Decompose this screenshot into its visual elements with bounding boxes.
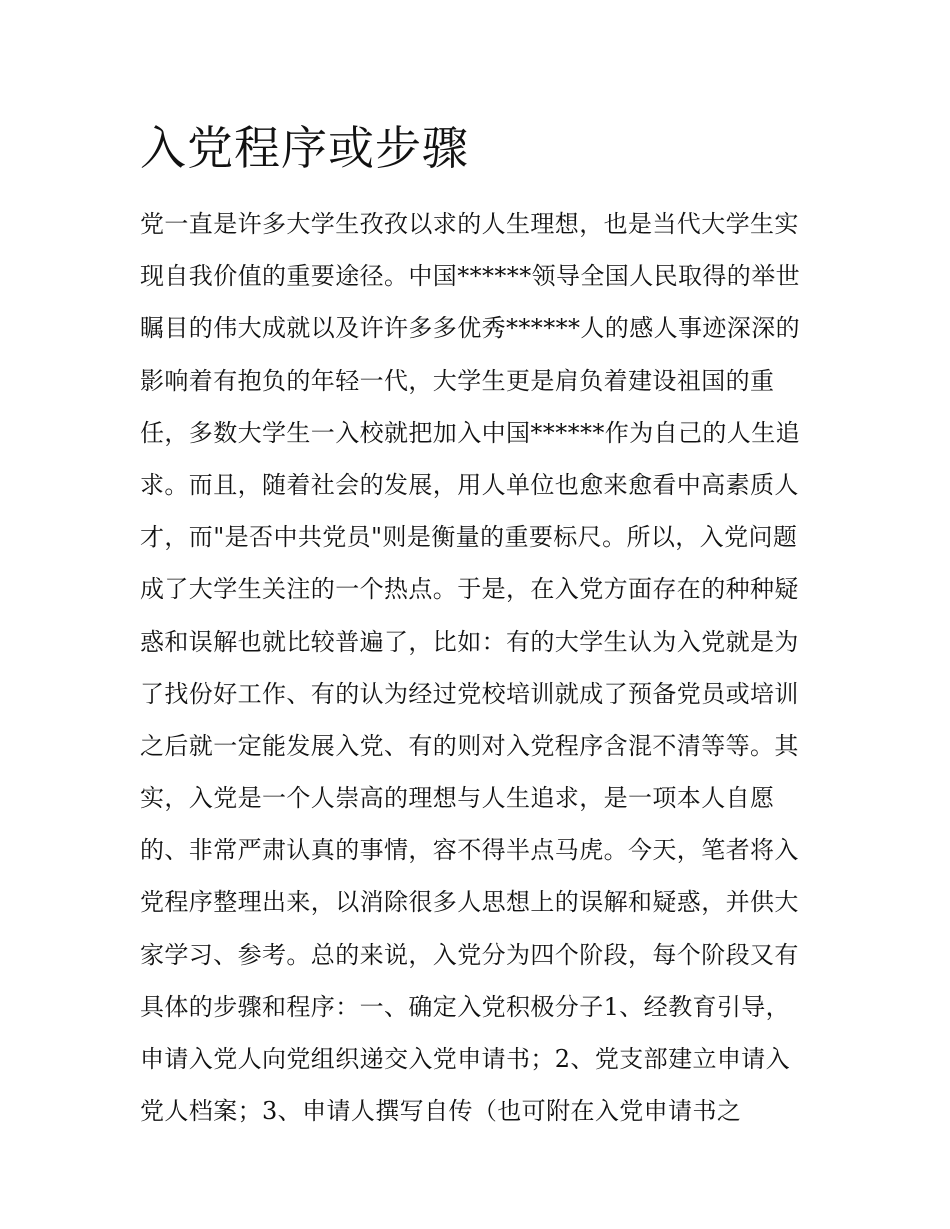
text-line: 党人档案；3、申请人撰写自传（也可附在入党申请书之	[140, 1097, 742, 1126]
text-line: 党一直是许多大学生孜孜以求的人生理想，也是当代大学生实	[140, 210, 799, 238]
text-line: 瞩目的伟大成就以及许许多多优秀******人的感人事迹深深的	[140, 314, 800, 343]
text-line: 党程序整理出来，以消除很多人思想上的误解和疑惑，并供大	[140, 888, 799, 917]
text-line: 申请入党人向党组织递交入党申请书；2、党支部建立申请入	[140, 1045, 791, 1073]
text-line: 影响着有抱负的年轻一代，大学生更是肩负着建设祖国的重	[140, 366, 775, 395]
text-line: 了找份好工作、有的认为经过党校培训就成了预备党员或培训	[140, 679, 799, 708]
text-line: 惑和误解也就比较普遍了，比如：有的大学生认为入党就是为	[140, 627, 799, 656]
text-line: 成了大学生关注的一个热点。于是，在入党方面存在的种种疑	[140, 575, 799, 604]
text-line: 任，多数大学生一入校就把加入中国******作为自己的人生追	[140, 418, 800, 447]
page-title: 入党程序或步骤	[140, 121, 469, 175]
text-line: 实，入党是一个人崇高的理想与人生追求，是一项本人自愿	[140, 784, 775, 813]
text-line: 求。而且，随着社会的发展，用人单位也愈来愈看中高素质人	[140, 470, 799, 499]
text-line: 的、非常严肃认真的事情，容不得半点马虎。今天，笔者将入	[140, 836, 799, 865]
body-paragraph	[140, 198, 820, 1137]
text-line: 才，而"是否中共党员"则是衡量的重要标尺。所以，入党问题	[140, 523, 798, 552]
text-line: 之后就一定能发展入党、有的则对入党程序含混不清等等。其	[140, 731, 799, 760]
text-line: 家学习、参考。总的来说，入党分为四个阶段，每个阶段又有	[140, 940, 799, 969]
text-line: 具体的步骤和程序：一、确定入党积极分子1、经教育引导，	[140, 992, 791, 1021]
text-line: 现自我价值的重要途径。中国******领导全国人民取得的举世	[140, 262, 800, 291]
